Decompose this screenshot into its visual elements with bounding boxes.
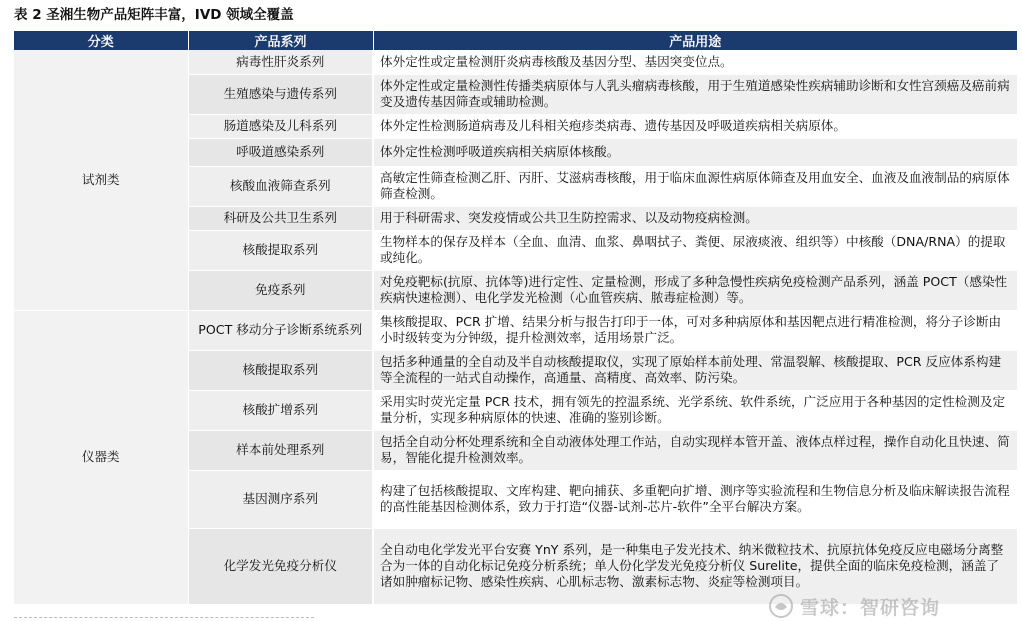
- product-matrix-table: [14, 31, 1017, 605]
- usage-cell: 生物样本的保存及样本（全血、血清、血浆、鼻咽拭子、粪便、尿液痰液、组织等）中核酸（DNA/RNA）的提取或纯化。: [373, 230, 1017, 270]
- series-cell: 科研及公共卫生系列: [188, 206, 373, 230]
- category-cell-reagents: 试剂类: [14, 50, 188, 310]
- usage-cell: 构建了包括核酸提取、文库构建、靶向捕获、多重靶向扩增、测序等实验流程和生物信息分析及临床解读报告流程的高性能基因检测体系，致力于打造“仪器-试剂-芯片-软件”全平台解决方案。: [373, 470, 1017, 528]
- table-title: 表 2 圣湘生物产品矩阵丰富，IVD 领域全覆盖: [14, 7, 294, 23]
- usage-cell: 体外定性或定量检测肝炎病毒核酸及基因分型、基因突变位点。: [373, 50, 1017, 74]
- header-category: 分类: [14, 31, 188, 50]
- usage-cell: 集核酸提取、PCR 扩增、结果分析与报告打印于一体，可对多种病原体和基因靶点进行精准检测，将分子诊断由小时级转变为分钟级，提升检测效率，适用场景广泛。: [373, 310, 1017, 350]
- category-cell-instruments: 仪器类: [14, 310, 188, 604]
- table-row: [14, 50, 1017, 74]
- watermark: [768, 592, 1008, 620]
- usage-cell: 体外定性或定量检测性传播类病原体与人乳头瘤病毒核酸，用于生殖道感染性疾病辅助诊断和女性宫颈癌及癌前病变及遗传基因筛查或辅助检测。: [373, 74, 1017, 114]
- usage-cell: 体外定性检测呼吸道疾病相关病原体核酸。: [373, 138, 1017, 166]
- table-header-row: [14, 31, 1017, 50]
- series-cell: 生殖感染与遗传系列: [188, 74, 373, 114]
- series-cell: 核酸血液筛查系列: [188, 166, 373, 206]
- series-cell: 核酸提取系列: [188, 350, 373, 390]
- series-cell: 呼吸道感染系列: [188, 138, 373, 166]
- series-cell: 核酸提取系列: [188, 230, 373, 270]
- usage-cell: 体外定性检测肠道病毒及儿科相关疱疹类病毒、遗传基因及呼吸道疾病相关病原体。: [373, 114, 1017, 138]
- snowball-logo-icon: [768, 593, 794, 619]
- usage-cell: 包括多种通量的全自动及半自动核酸提取仪，实现了原始样本前处理、常温裂解、核酸提取、PCR 反应体系构建等全流程的一站式自动操作，高通量、高精度、高效率、防污染。: [373, 350, 1017, 390]
- usage-cell: 采用实时荧光定量 PCR 技术，拥有领先的控温系统、光学系统、软件系统，广泛应用于各种基因的定性检测及定量分析，实现多种病原体的快速、准确的鉴别诊断。: [373, 390, 1017, 430]
- usage-cell: 全自动电化学发光平台安赛 YnY 系列，是一种集电子发光技术、纳米微粒技术、抗原抗体免疫反应电磁场分离整合为一体的自动化标记免疫分析系统；单人份化学发光免疫分析仪 Surelite，提供全面的临床免疫检测，涵盖了诸如肿瘤标记物、感染性疾病、心肌标志物、激素标志物、炎症等检测项目。: [373, 528, 1017, 604]
- series-cell: 化学发光免疫分析仪: [188, 528, 373, 604]
- watermark-text: 雪球：智研咨询: [800, 596, 941, 619]
- series-cell: 病毒性肝炎系列: [188, 50, 373, 74]
- bottom-divider: [14, 617, 314, 619]
- table-row: [14, 310, 1017, 350]
- series-cell: 样本前处理系列: [188, 430, 373, 470]
- series-cell: POCT 移动分子诊断系统系列: [188, 310, 373, 350]
- usage-cell: 用于科研需求、突发疫情或公共卫生防控需求、以及动物疫病检测。: [373, 206, 1017, 230]
- series-cell: 基因测序系列: [188, 470, 373, 528]
- series-cell: 免疫系列: [188, 270, 373, 310]
- usage-cell: 高敏定性筛查检测乙肝、丙肝、艾滋病毒核酸，用于临床血源性病原体筛查及用血安全、血液及血液制品的病原体筛查检测。: [373, 166, 1017, 206]
- series-cell: 核酸扩增系列: [188, 390, 373, 430]
- usage-cell: 对免疫靶标(抗原、抗体等)进行定性、定量检测，形成了多种急慢性疾病免疫检测产品系列，涵盖 POCT（感染性疾病快速检测）、电化学发光检测（心血管疾病、脓毒症检测）等。: [373, 270, 1017, 310]
- series-cell: 肠道感染及儿科系列: [188, 114, 373, 138]
- usage-cell: 包括全自动分杯处理系统和全自动液体处理工作站，自动实现样本管开盖、液体点样过程，操作自动化且快速、简易，智能化提升检测效率。: [373, 430, 1017, 470]
- header-series: 产品系列: [188, 31, 373, 50]
- header-usage: 产品用途: [373, 31, 1017, 50]
